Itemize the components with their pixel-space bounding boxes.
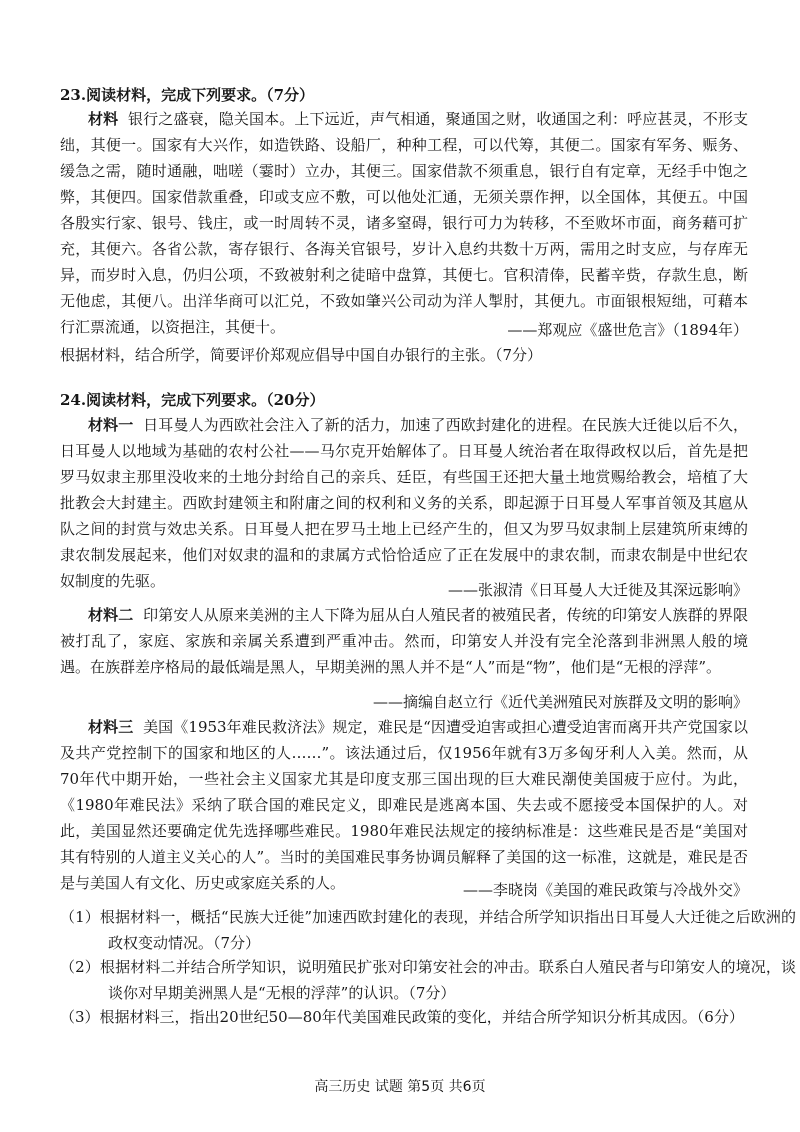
q24-material-2 — [60, 602, 748, 680]
q24-material-3 — [60, 714, 748, 896]
q24-m2-label: 材料二 — [88, 606, 134, 624]
q24-m3-text: 美国《1953年难民救济法》规定，难民是“因遭受迫害或担心遭受迫害而离开共产党国家以及共产党控制下的国家和地区的人……”。该法通过后，仅1956年就有3万多匈牙利人入美。然而，从70年代中期开始，一些社会主义国家尤其是印度支那三国出现的巨大难民潮使美国疲于应付。为此，《1980年难民法》采纳了联合国的难民定义，即难民是逃离本国、失去或不愿接受本国保护的人。对此，美国显然还要确定优先选择哪些难民。1980年难民法规定的接纳标准是：这些难民是否是“美国对其有特别的人道主义关心的人”。当时的美国难民事务协调员解释了美国的这一标准，这就是，难民是否是与美国人有文化、历史或家庭关系的人。 — [60, 718, 748, 892]
q24-m2-text: 印第安人从原来美洲的主人下降为屈从白人殖民者的被殖民者，传统的印第安人族群的界限被打乱了，家庭、家族和亲属关系遭到严重冲击。然而，印第安人并没有完全沦落到非洲黑人般的境遇。在族群差序格局的最低端是黑人，早期美洲的黑人并不是“人”而是“物”，他们是“无根的浮萍”。 — [60, 606, 748, 676]
q24-heading: 24.阅读材料，完成下列要求。（20分） — [60, 391, 325, 409]
q24-material-1 — [60, 412, 748, 594]
q23-material-label: 材料 — [88, 110, 119, 128]
q23-question: 根据材料，结合所学，简要评价郑观应倡导中国自办银行的主张。（7分） — [60, 346, 543, 364]
q24-m3-label: 材料三 — [88, 718, 134, 736]
q24-m1-text: 日耳曼人为西欧社会注入了新的活力，加速了西欧封建化的进程。在民族大迁徙以后不久，日耳曼人以地域为基础的农村公社——马尔克开始解体了。日耳曼人统治者在取得政权以后，首先是把罗马奴隶主那里没收来的土地分封给自己的亲兵、廷臣，有些国王还把大量土地赏赐给教会，培植了大批教会大封建主。西欧封建领主和附庸之间的权利和义务的关系，即起源于日耳曼人军事首领及其扈从队之间的封赏与效忠关系。日耳曼人把在罗马土地上已经产生的，但又为罗马奴隶制上层建筑所束缚的隶农制发展起来，他们对奴隶的温和的隶属方式恰恰适应了正在发展中的隶农制，而隶农制是中世纪农奴制度的先驱。 — [60, 416, 748, 590]
page-footer: 高三历史 试题 第5页 共6页 — [314, 1079, 486, 1095]
q24-sub-question-3: （3）根据材料三，指出20世纪50—80年代美国难民政策的变化，并结合所学知识分析其成因。（6分） — [60, 1008, 744, 1026]
q24-sub-question-1: （1）根据材料一，概括“民族大迁徙”加速西欧封建化的表现，并结合所学知识指出日耳曼人大迁徙之后欧洲的政权变动情况。（7分） — [60, 908, 796, 952]
q24-m2-source: ——摘编自赵立行《近代美洲殖民对族群及文明的影响》 — [372, 693, 748, 711]
q24-sub-question-2: （2）根据材料二并结合所学知识，说明殖民扩张对印第安社会的冲击。联系白人殖民者与印第安人的境况，谈谈你对早期美洲黑人是“无根的浮萍”的认识。（7分） — [60, 958, 796, 1002]
q23-heading: 23.阅读材料，完成下列要求。（7分） — [60, 86, 315, 104]
q24-m3-source: ——李晓岗《美国的难民政策与冷战外交》 — [462, 881, 748, 899]
question-23 — [60, 84, 748, 106]
question-24 — [60, 389, 748, 411]
q24-m1-source: ——张淑清《日耳曼人大迁徙及其深远影响》 — [447, 581, 748, 599]
q23-material — [60, 106, 748, 340]
q24-m1-label: 材料一 — [88, 416, 134, 434]
q23-material-text: 银行之盛衰，隐关国本。上下远近，声气相通，聚通国之财，收通国之利：呼应甚灵，不形支绌，其便一。国家有大兴作，如造铁路、设船厂，种种工程，可以代筹，其便二。国家有军务、赈务、缓急之需，随时通融，咄嗟（霎时）立办，其便三。国家借款不须重息，银行自有定章，无经手中饱之弊，其便四。国家借款重叠，印或支应不敷，可以他处汇通，无须关票作押，以全国体，其便五。中国各殷实行家、银号、钱庄，或一时周转不灵，诸多窒碍，银行可力为转移，不至败坏市面，商务藉可扩充，其便六。各省公款，寄存银行、各海关官银号，岁计入息约共数十万两，需用之时支应，与存库无异，而岁时入息，仍归公项，不致被射利之徒暗中盘算，其便七。官积清俸，民蓄辛赀，存款生息，断无他虑，其便八。出洋华商可以汇兑，不致如肇兴公司动为洋人掣肘，其便九。市面银根短绌，可藉本行汇票流通，以资挹注，其便十。 — [60, 110, 748, 336]
q23-source: ——郑观应《盛世危言》（1894年） — [507, 321, 748, 339]
